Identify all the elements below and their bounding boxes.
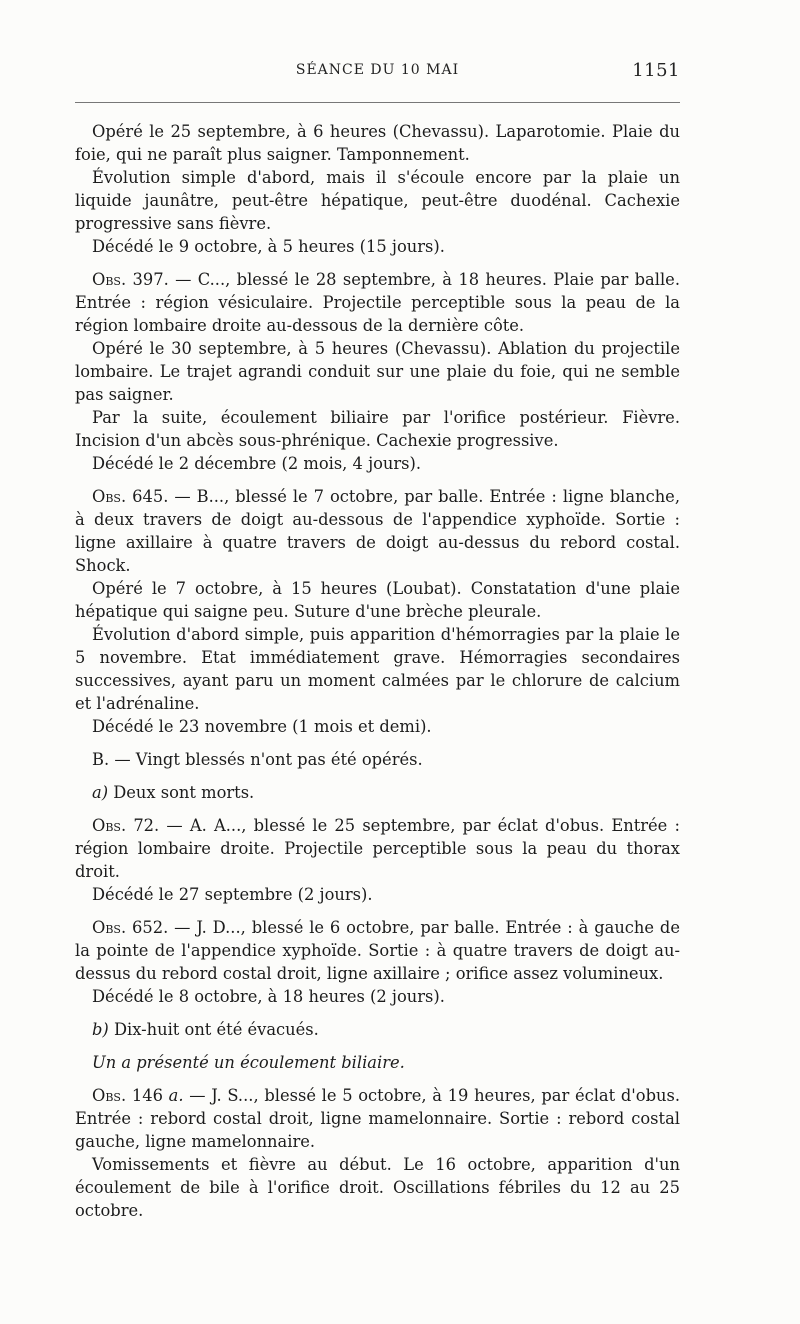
running-title: SÉANCE DU 10 MAI	[295, 62, 460, 78]
observation-label: Obs. 397.	[92, 270, 169, 289]
paragraph: Vomissements et fièvre au début. Le 16 octobre, apparition d'un écoulement de bile à l'orifice droit. Oscillations fébriles du 12 au 25 octobre.	[75, 1155, 680, 1220]
paragraph: Décédé le 23 novembre (1 mois et demi).	[92, 717, 432, 736]
observation-397: Obs. 397. — C..., blessé le 28 septembre, à 18 heures. Plaie par balle. Entrée : région vésiculaire. Projectile perceptible sous la peau de la région lombaire droite au-dessous de la dernière côte.	[75, 270, 680, 335]
paragraph: Par la suite, écoulement biliaire par l'orifice postérieur. Fièvre. Incision d'un abcès sous-phrénique. Cachexie progressive.	[75, 408, 680, 450]
observation-72: Obs. 72. — A. A..., blessé le 25 septembre, par éclat d'obus. Entrée : région lombaire droite. Projectile perceptible sous la peau du thorax droit.	[75, 816, 680, 881]
paragraph: Décédé le 27 septembre (2 jours).	[92, 885, 373, 904]
paragraph: Opéré le 25 septembre, à 6 heures (Chevassu). Laparotomie. Plaie du foie, qui ne paraît plus saigner. Tamponnement.	[75, 122, 680, 164]
paragraph: Décédé le 2 décembre (2 mois, 4 jours).	[92, 454, 422, 473]
paragraph: Évolution d'abord simple, puis apparition d'hémorragies par la plaie le 5 novembre. Etat immédiatement grave. Hémorragies secondaires successives, ayant paru un moment calmées par le chlorure de calcium et l'adrénaline.	[75, 625, 680, 713]
paragraph: Opéré le 30 septembre, à 5 heures (Chevassu). Ablation du projectile lombaire. Le trajet agrandi conduit sur une plaie du foie, qui ne semble pas saigner.	[75, 339, 680, 404]
paragraph: Décédé le 8 octobre, à 18 heures (2 jours).	[92, 987, 445, 1006]
observation-label: Obs. 652.	[92, 918, 169, 937]
observation-146a: Obs. 146 a. — J. S..., blessé le 5 octobre, à 19 heures, par éclat d'obus. Entrée : rebord costal droit, ligne mamelonnaire. Sortie : rebord costal gauche, ligne mamelonnaire.	[75, 1086, 681, 1151]
observation-label: Obs. 146	[92, 1086, 169, 1105]
observation-652: Obs. 652. — J. D..., blessé le 6 octobre, par balle. Entrée : à gauche de la pointe de l'appendice xyphoïde. Sortie : à quatre travers de doigt au-dessus du rebord costal droit, ligne axillaire ; orifice assez volumineux.	[75, 918, 680, 983]
subsection-a: a) Deux sont morts.	[92, 783, 255, 802]
observation-645: Obs. 645. — B..., blessé le 7 octobre, par balle. Entrée : ligne blanche, à deux travers de doigt au-dessous de l'appendice xyphoïde. Sortie : ligne axillaire à quatre travers de doigt au-dessus du rebord costal. Shock.	[75, 487, 680, 575]
paragraph: Évolution simple d'abord, mais il s'écoule encore par la plaie un liquide jaunâtre, peut-être hépatique, peut-être duodénal. Cachexie progressive sans fièvre.	[75, 168, 680, 233]
italic-subheading: Un a présenté un écoulement biliaire.	[92, 1053, 405, 1072]
page-number: 1151	[632, 60, 680, 81]
running-head	[75, 62, 680, 86]
paragraph: Opéré le 7 octobre, à 15 heures (Loubat). Constatation d'une plaie hépatique qui saigne peu. Suture d'une brèche pleurale.	[75, 579, 680, 621]
subsection-b: b) Dix-huit ont été évacués.	[92, 1020, 319, 1039]
paragraph: Décédé le 9 octobre, à 5 heures (15 jours).	[92, 237, 445, 256]
body-text	[75, 120, 680, 1222]
header-rule	[75, 102, 680, 103]
observation-label: Obs. 645.	[92, 487, 169, 506]
observation-label: Obs. 72.	[92, 816, 160, 835]
section-b-heading: B. — Vingt blessés n'ont pas été opérés.	[92, 750, 423, 769]
